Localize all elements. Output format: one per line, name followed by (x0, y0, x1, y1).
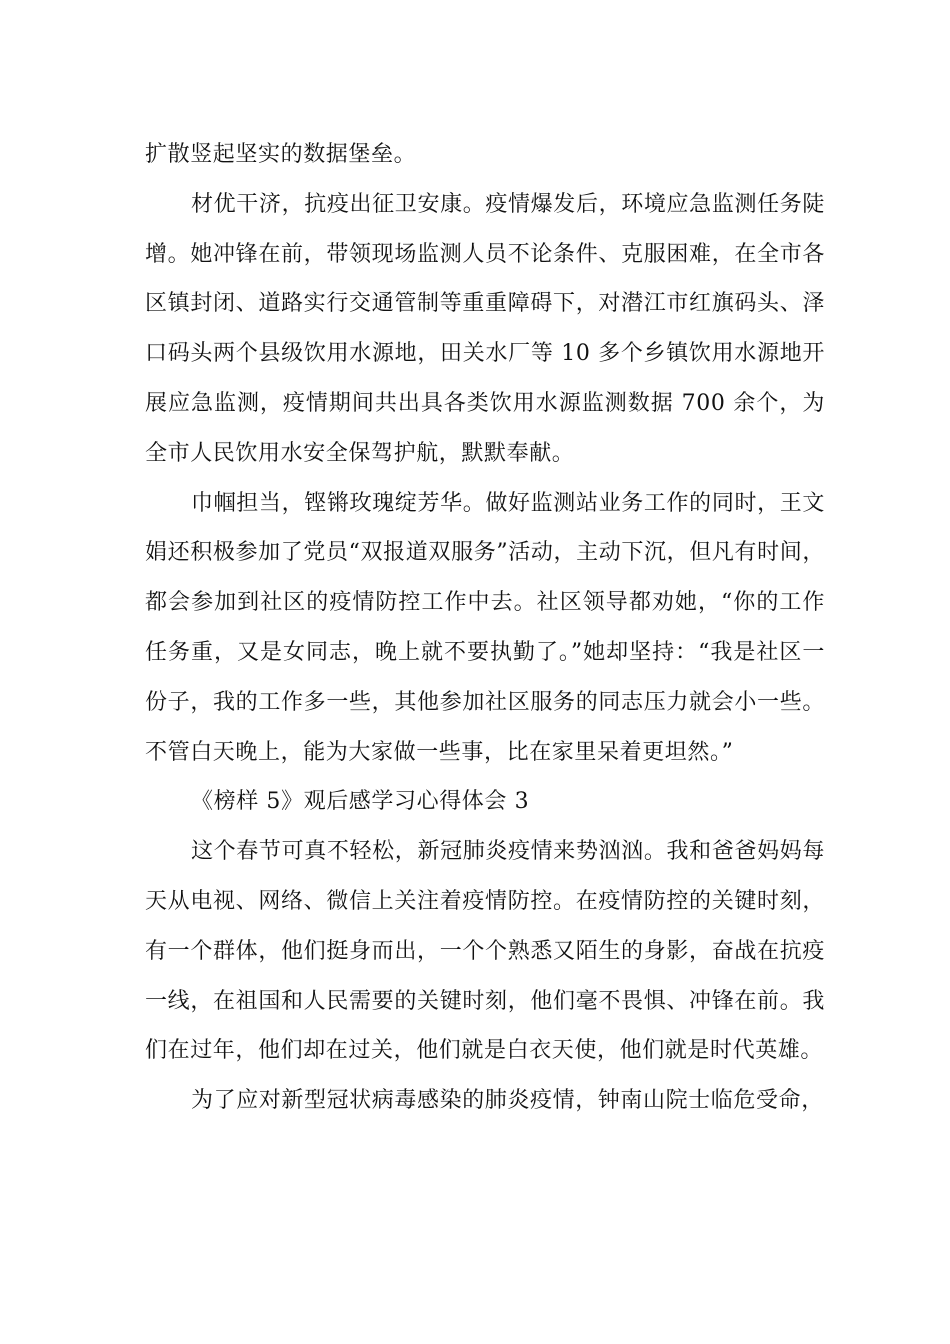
paragraph-zhong-nanshan: 为了应对新型冠状病毒感染的肺炎疫情，钟南山院士临危受命， (191, 1088, 824, 1114)
paragraph-spring-festival: 这个春节可真不轻松，新冠肺炎疫情来势汹汹。我和爸爸妈妈每天从电视、网络、微信上关注着疫情防控。在疫情防控的关键时刻，有一个群体，他们挺身而出，一个个熟悉又陌生的身影，奋战在抗疫一线，在祖国和人民需要的关键时刻，他们毫不畏惧、冲锋在前。我们在过年，他们却在过关，他们就是白衣天使，他们就是时代英雄。 (145, 839, 825, 1064)
paragraph-community-service: 巾帼担当，铿锵玫瑰绽芳华。做好监测站业务工作的同时，王文娟还积极参加了党员“双报道双服务”活动，主动下沉，但凡有时间，都会参加到社区的疫情防控工作中去。社区领导都劝她，“你的工作任务重，又是女同志，晚上就不要执勤了。”她却坚持：“我是社区一份子，我的工作多一些，其他参加社区服务的同志压力就会小一些。不管白天晚上，能为大家做一些事，比在家里呆着更坦然。” (145, 490, 825, 765)
paragraph-continuation: 扩散竖起坚实的数据堡垒。 (145, 142, 417, 167)
document-body (145, 130, 825, 1126)
section-heading: 《榜样 5》观后感学习心得体会 3 (191, 789, 530, 815)
paragraph-epidemic-monitoring: 材优干济，抗疫出征卫安康。疫情爆发后，环境应急监测任务陡增。她冲锋在前，带领现场监测人员不论条件、克服困难，在全市各区镇封闭、道路实行交通管制等重重障碍下，对潜江市红旗码头、泽口码头两个县级饮用水源地，田关水厂等 10 多个乡镇饮用水源地开展应急监测，疫情期间共出具各类饮用水源监测数据 700 余个，为全市人民饮用水安全保驾护航，默默奉献。 (145, 191, 825, 466)
